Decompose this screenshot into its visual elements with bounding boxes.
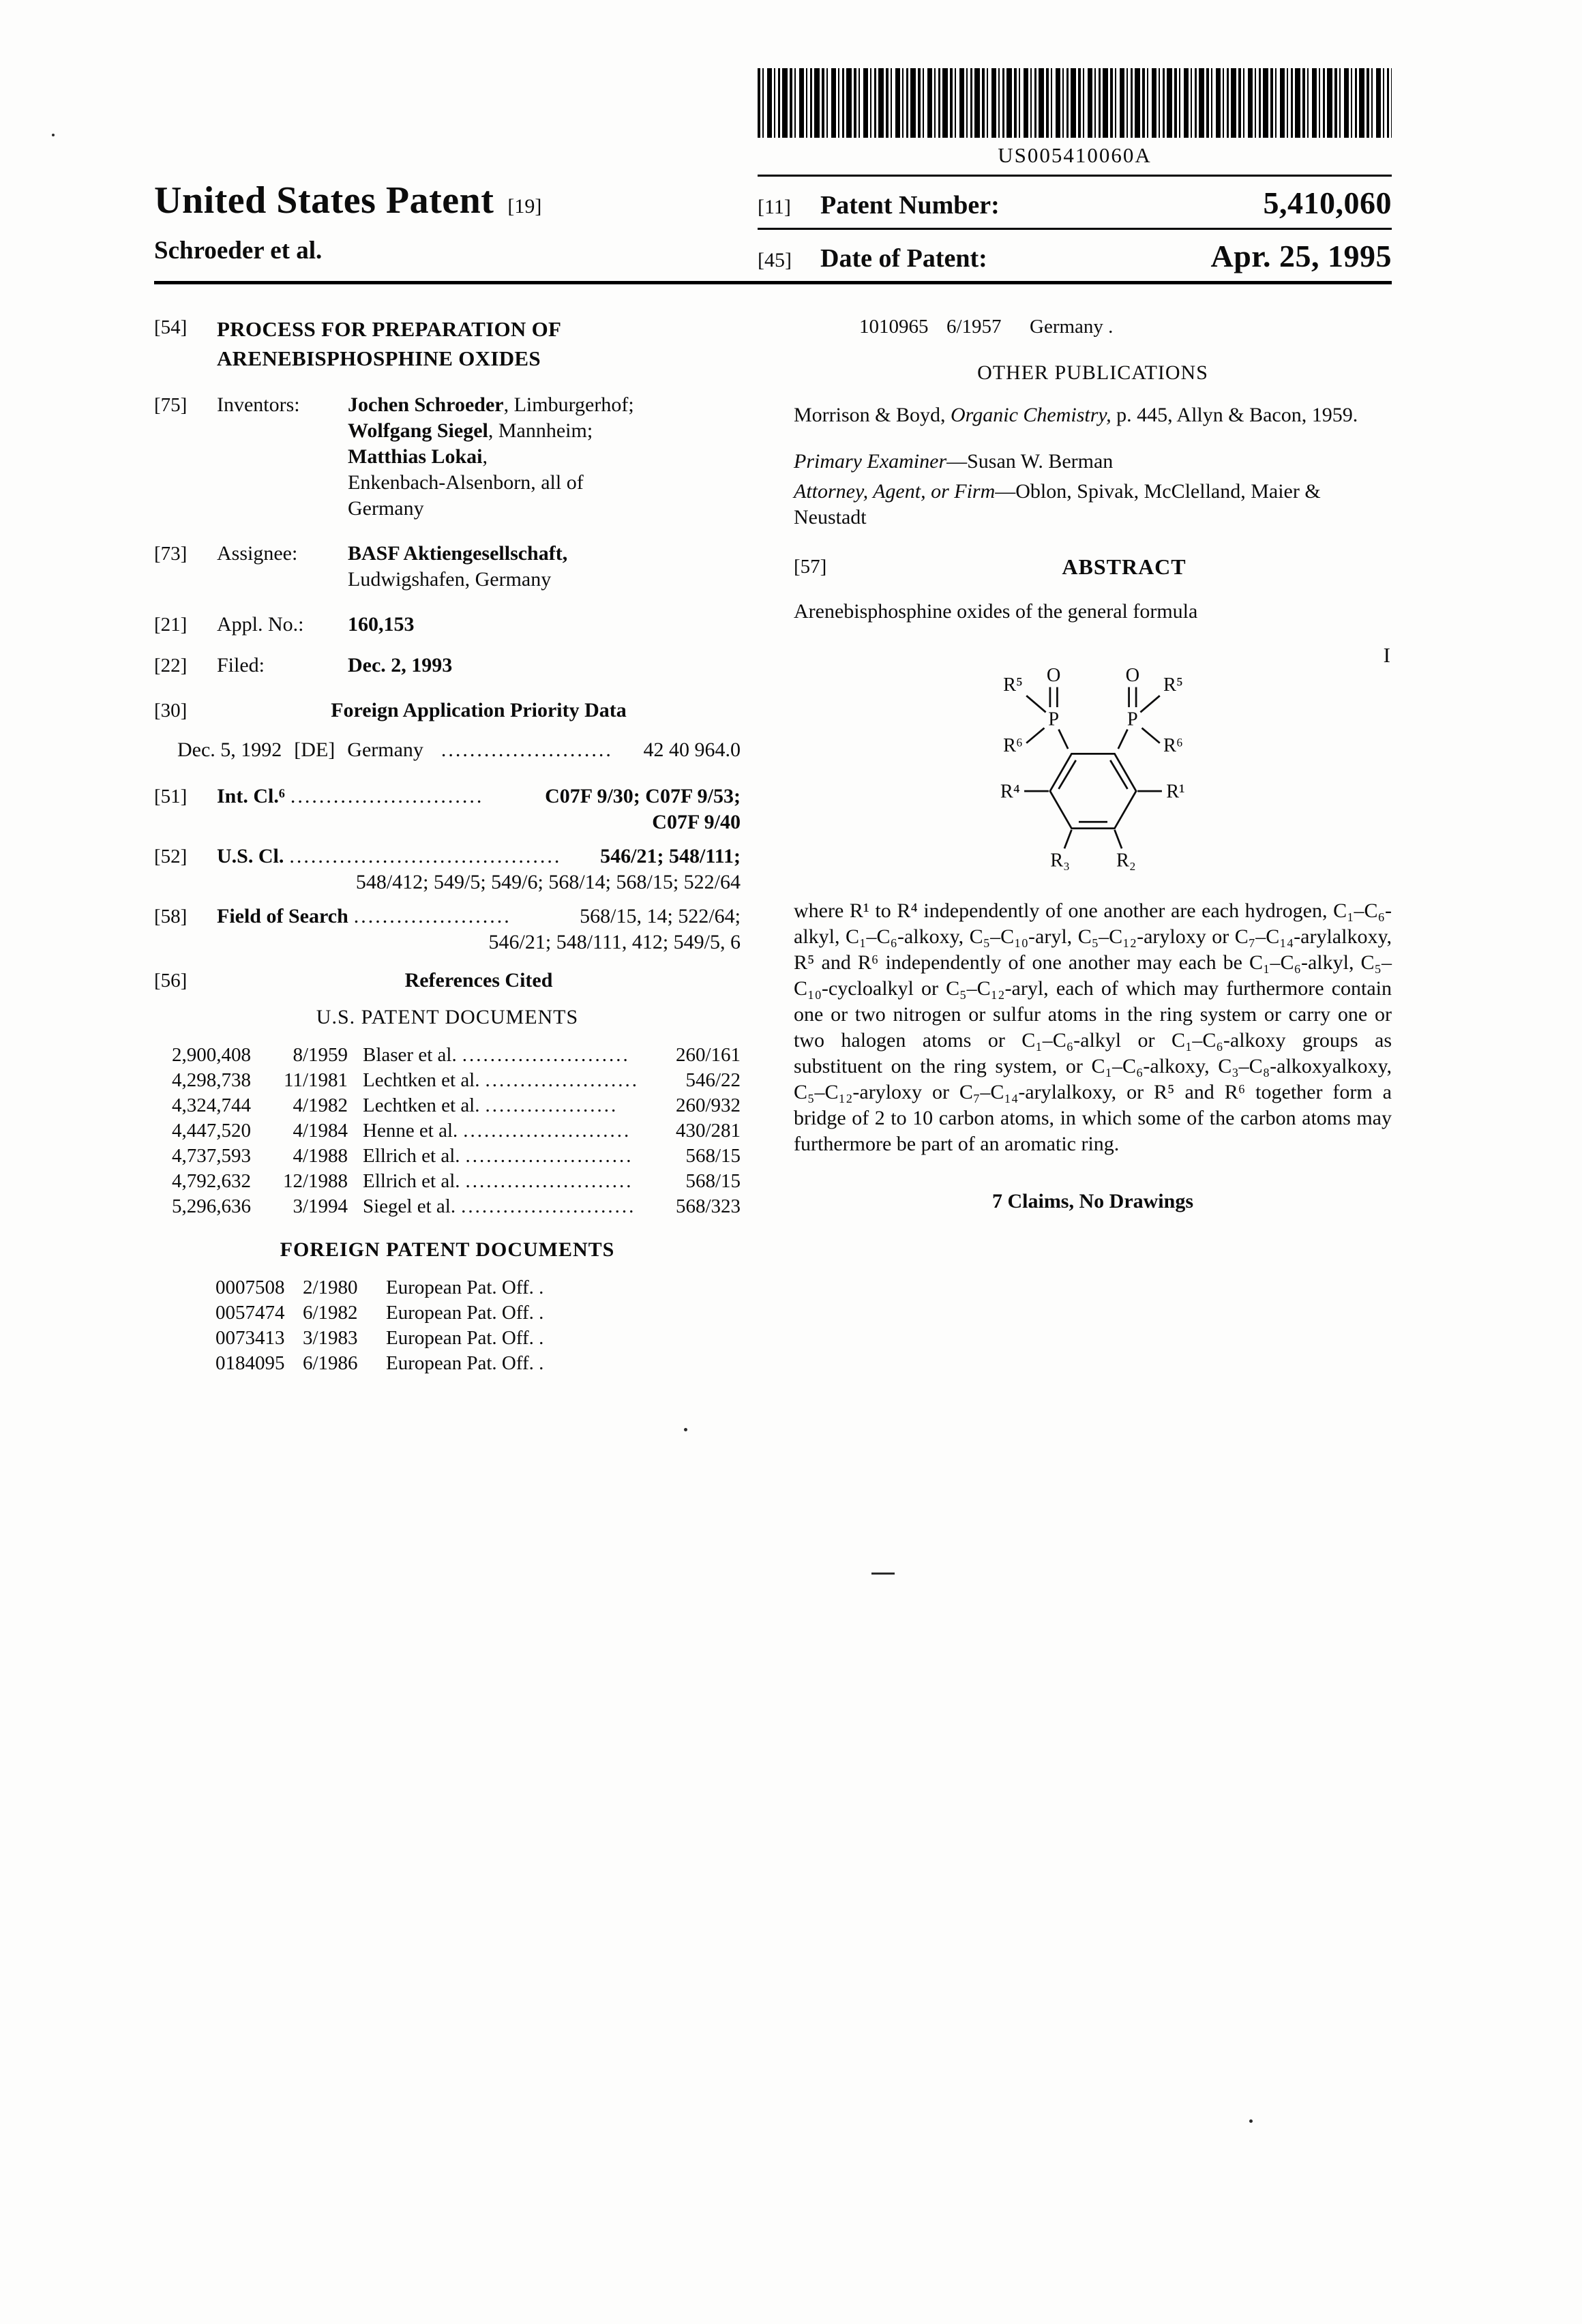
inventors-label: Inventors: xyxy=(217,393,300,416)
ref-name: European Pat. Off. . xyxy=(386,1352,544,1374)
title-row xyxy=(154,179,758,222)
attorney-name: —Oblon, Spivak, McClelland, Maier & Neustadt xyxy=(794,480,1321,528)
formula-number: I xyxy=(1383,643,1390,667)
date-label: Date of Patent: xyxy=(820,244,987,273)
ref-date: 4/1988 xyxy=(293,1145,348,1167)
priority-data-row xyxy=(154,737,741,763)
header xyxy=(0,0,1582,284)
references-cited-entry xyxy=(154,968,741,994)
table-row xyxy=(794,314,1392,340)
ref-number: 0073413 xyxy=(215,1327,285,1349)
scan-artifact xyxy=(52,134,55,136)
other-publications-heading: OTHER PUBLICATIONS xyxy=(977,361,1208,384)
us-patent-documents-table xyxy=(154,1043,741,1219)
us-cl-value: 546/21; 548/111; xyxy=(600,845,741,867)
kind-code-tag: [19] xyxy=(507,195,542,218)
priority-heading-entry xyxy=(154,698,741,724)
dot-leader: ........................ xyxy=(465,1170,633,1192)
citation-details: p. 445, Allyn & Bacon, 1959. xyxy=(1111,404,1358,426)
date-of-patent-row xyxy=(758,230,1392,281)
chemical-structure-diagram xyxy=(957,637,1229,874)
appl-tag: [21] xyxy=(154,614,188,636)
ref-name: Ellrich et al. xyxy=(363,1145,460,1167)
formula-label-o-left: O xyxy=(1046,665,1060,687)
ref-date: 4/1984 xyxy=(293,1120,348,1142)
ref-number: 0007508 xyxy=(215,1277,285,1298)
dot-leader: ................... xyxy=(485,1094,618,1116)
ref-date: 11/1981 xyxy=(284,1069,348,1091)
int-cl-entry xyxy=(154,784,741,835)
filed-entry xyxy=(154,653,741,679)
field-of-search-value: 568/15, 14; 522/64; xyxy=(580,905,741,927)
ref-number: 4,447,520 xyxy=(172,1120,251,1142)
references-heading: References Cited xyxy=(404,969,553,992)
references-tag: [56] xyxy=(154,970,188,992)
ref-number: 4,324,744 xyxy=(172,1094,251,1116)
attorney-label: Attorney, Agent, or Firm xyxy=(794,480,996,503)
priority-heading: Foreign Application Priority Data xyxy=(331,699,627,721)
field-of-search-label: Field of Search xyxy=(217,905,348,927)
inventor-surname-line: Schroeder et al. xyxy=(154,237,323,265)
abstract-intro: Arenebisphosphine oxides of the general formula xyxy=(794,600,1198,623)
inventor-line xyxy=(348,496,741,522)
invention-title-line2: ARENEBISPHOSPHINE OXIDES xyxy=(217,346,541,370)
dot-leader: ........................ xyxy=(441,739,613,761)
body-columns xyxy=(0,284,1582,1376)
table-row xyxy=(154,1043,741,1068)
ref-name: European Pat. Off. . xyxy=(386,1277,544,1298)
ref-number: 5,296,636 xyxy=(172,1195,251,1217)
dot-leader: ...................... xyxy=(485,1069,639,1091)
patent-number-value: 5,410,060 xyxy=(1263,185,1392,220)
masthead xyxy=(154,175,1392,284)
table-row xyxy=(154,1093,741,1118)
inventor-location: Enkenbach-Alsenborn, all of xyxy=(348,471,584,494)
dot-leader: ........................ xyxy=(462,1044,630,1066)
patent-number-tag: [11] xyxy=(758,196,791,218)
ref-number: 1010965 xyxy=(859,316,929,338)
inventors-list xyxy=(348,392,741,522)
appl-label: Appl. No.: xyxy=(217,613,304,636)
filed-tag: [22] xyxy=(154,655,188,676)
ref-date: 2/1980 xyxy=(303,1277,358,1298)
examiner-name: —Susan W. Berman xyxy=(946,450,1114,473)
ref-class: 568/15 xyxy=(685,1170,741,1192)
field-of-search-tag: [58] xyxy=(154,906,188,927)
field-of-search-entry xyxy=(154,904,741,955)
inventors-tag: [75] xyxy=(154,394,188,416)
ref-name: European Pat. Off. . xyxy=(386,1327,544,1349)
ref-date: 6/1957 xyxy=(946,316,1002,338)
ref-date: 3/1994 xyxy=(293,1195,348,1217)
ref-number: 2,900,408 xyxy=(172,1044,251,1066)
formula-label-o-right: O xyxy=(1125,665,1139,687)
dot-leader: ........................... xyxy=(290,785,484,807)
formula-label-r3: R₃ xyxy=(1049,850,1070,872)
inventor-line xyxy=(348,470,741,496)
inventor-location: , Mannheim; xyxy=(488,419,593,442)
ref-date: 12/1988 xyxy=(282,1170,348,1192)
formula-label-r1: R¹ xyxy=(1165,781,1185,803)
formula-label-p-left: P xyxy=(1047,709,1059,730)
inventor-line xyxy=(348,418,741,444)
assignee-tag: [73] xyxy=(154,543,188,565)
ref-date: 6/1982 xyxy=(303,1302,358,1324)
date-tag: [45] xyxy=(758,249,792,271)
ref-date: 8/1959 xyxy=(293,1044,348,1066)
ref-name: Lechtken et al. xyxy=(363,1069,480,1091)
field-of-search-body xyxy=(217,904,741,955)
title-tag: [54] xyxy=(154,316,188,338)
priority-country-code: [DE] xyxy=(294,739,335,761)
formula-label-r6-left: R⁶ xyxy=(1002,735,1023,757)
foreign-patent-documents-table xyxy=(154,1275,741,1376)
scan-artifact xyxy=(1249,2119,1253,2123)
citation-title: Organic Chemistry, xyxy=(951,404,1111,426)
examiner-label: Primary Examiner xyxy=(794,450,947,473)
filed-label: Filed: xyxy=(217,654,265,676)
ref-name: Lechtken et al. xyxy=(363,1094,480,1116)
table-row xyxy=(154,1275,741,1300)
formula-label-r6-right: R⁶ xyxy=(1163,735,1183,757)
formula-label-r2: R₂ xyxy=(1116,850,1136,872)
publication-number: US005410060A xyxy=(998,143,1152,167)
int-cl-body xyxy=(217,784,741,835)
dot-leader: ........................ xyxy=(465,1145,633,1167)
table-row xyxy=(154,1351,741,1376)
priority-country: Germany xyxy=(347,739,423,761)
inventors-entry xyxy=(154,392,741,522)
inventor-line xyxy=(348,392,741,418)
ref-class: 260/932 xyxy=(675,1094,741,1116)
abstract-heading: ABSTRACT xyxy=(1062,554,1186,579)
date-value: Apr. 25, 1995 xyxy=(1210,239,1392,273)
int-cl-value-cont: C07F 9/40 xyxy=(652,811,741,833)
ref-class: 260/161 xyxy=(675,1044,741,1066)
scan-artifact xyxy=(871,1573,895,1575)
abstract-tag: [57] xyxy=(794,556,827,578)
ref-number: 0057474 xyxy=(215,1302,285,1324)
ref-date: 4/1982 xyxy=(293,1094,348,1116)
us-cl-tag: [52] xyxy=(154,846,188,867)
assignee-name: BASF Aktiengesellschaft, xyxy=(348,542,568,565)
dot-leader: ...................... xyxy=(353,905,511,927)
scan-artifact xyxy=(684,1428,687,1431)
inventor-name: Matthias Lokai xyxy=(348,445,483,468)
table-row xyxy=(154,1118,741,1144)
barcode-block xyxy=(758,68,1392,175)
ref-name: Siegel et al. xyxy=(363,1195,456,1217)
us-cl-label: U.S. Cl. xyxy=(217,845,284,867)
int-cl-value: C07F 9/30; C07F 9/53; xyxy=(545,785,741,807)
formula-block xyxy=(794,637,1392,880)
dot-leader: ........................ xyxy=(463,1120,631,1142)
examiner-block xyxy=(794,449,1392,531)
inventor-line xyxy=(348,444,741,470)
ref-date: 6/1986 xyxy=(303,1352,358,1374)
inventor-location: , xyxy=(482,445,488,468)
masthead-left xyxy=(154,175,758,281)
filed-value: Dec. 2, 1993 xyxy=(348,654,453,676)
table-row xyxy=(154,1169,741,1194)
appl-no-entry xyxy=(154,612,741,638)
ref-class: 430/281 xyxy=(675,1120,741,1142)
assignee-label: Assignee: xyxy=(217,542,298,565)
left-column xyxy=(154,314,741,1376)
priority-date: Dec. 5, 1992 xyxy=(177,739,282,761)
invention-title-entry xyxy=(154,314,741,373)
ref-name: Germany . xyxy=(1030,316,1114,338)
abstract-text: where R¹ to R⁴ independently of one another are each hydrogen, C₁–C₆-alkyl, C₁–C₆-alkoxy, C₅–C₁₀-aryl, C₅–C₁₂-aryloxy or C₇–C₁₄-arylalkoxy, R⁵ and R⁶ independently of one another may each be C₁–C₆-alkyl, C₅–C₁₀-cycloalkyl or C₅–C₁₂-aryl, each of which may furthermore contain one or two nitrogen or sulfur atoms in the ring system or carry one or two halogen atoms or C₁–C₆-alkyl or C₁–C₆-alkoxy groups as substituent on the ring system, or C₁–C₆-alkoxy, C₃–C₈-alkoxyalkoxy, C₅–C₁₂-aryloxy or C₇–C₁₄-arylalkoxy, or R⁵ and R⁶ together form a bridge of 2 to 10 carbon atoms, in which some of the carbon atoms may furthermore be part of an aromatic ring. xyxy=(794,899,1392,1155)
table-row xyxy=(154,1068,741,1093)
ref-date: 3/1983 xyxy=(303,1327,358,1349)
appl-value: 160,153 xyxy=(348,613,415,636)
attorney-line xyxy=(794,479,1392,531)
foreign-patent-documents-heading: FOREIGN PATENT DOCUMENTS xyxy=(280,1238,615,1261)
ref-class: 546/22 xyxy=(685,1069,741,1091)
table-row xyxy=(154,1326,741,1351)
inventor-name: Wolfgang Siegel xyxy=(348,419,488,442)
us-cl-body xyxy=(217,844,741,895)
us-patent-documents-heading: U.S. PATENT DOCUMENTS xyxy=(316,1006,579,1028)
invention-title xyxy=(217,314,741,373)
ref-name: Ellrich et al. xyxy=(363,1170,460,1192)
ref-number: 4,737,593 xyxy=(172,1145,251,1167)
ref-number: 4,792,632 xyxy=(172,1170,251,1192)
page-title: United States Patent xyxy=(154,179,494,222)
formula-label-r5-left: R⁵ xyxy=(1002,674,1023,696)
assignee-entry xyxy=(154,541,741,593)
formula-label-p-right: P xyxy=(1126,709,1138,730)
us-cl-entry xyxy=(154,844,741,895)
assignee-location: Ludwigshafen, Germany xyxy=(348,568,552,591)
int-cl-label: Int. Cl.⁶ xyxy=(217,785,285,807)
citation-authors: Morrison & Boyd, xyxy=(794,404,951,426)
invention-title-line1: PROCESS FOR PREPARATION OF xyxy=(217,317,562,341)
barcode-icon xyxy=(758,68,1392,138)
priority-number: 42 40 964.0 xyxy=(643,739,741,761)
right-column xyxy=(794,314,1392,1376)
publication-citation xyxy=(794,402,1392,428)
int-cl-tag: [51] xyxy=(154,786,188,807)
ref-name: Blaser et al. xyxy=(363,1044,457,1066)
ref-class: 568/323 xyxy=(675,1195,741,1217)
ref-number: 4,298,738 xyxy=(172,1069,251,1091)
table-row xyxy=(154,1300,741,1326)
primary-examiner-line xyxy=(794,449,1392,475)
abstract-heading-row xyxy=(794,554,1392,580)
masthead-right xyxy=(758,175,1392,281)
ref-name: European Pat. Off. . xyxy=(386,1302,544,1324)
inventor-name: Jochen Schroeder xyxy=(348,393,504,416)
claims-note: 7 Claims, No Drawings xyxy=(991,1190,1193,1212)
formula-label-r5-right: R⁵ xyxy=(1163,674,1183,696)
field-of-search-value-cont: 546/21; 548/111, 412; 549/5, 6 xyxy=(488,931,741,953)
dot-leader: ......................... xyxy=(461,1195,636,1217)
formula-label-r4: R⁴ xyxy=(1000,781,1020,803)
patent-number-label: Patent Number: xyxy=(820,191,1000,220)
priority-tag: [30] xyxy=(154,700,188,721)
us-cl-value-cont: 548/412; 549/5; 549/6; 568/14; 568/15; 522/64 xyxy=(355,871,741,893)
inventor-location: , Limburgerhof; xyxy=(503,393,634,416)
inventor-location: Germany xyxy=(348,497,424,520)
table-row xyxy=(154,1144,741,1169)
benzene-ring xyxy=(1049,754,1135,828)
patent-number-row xyxy=(758,177,1392,230)
ref-class: 568/15 xyxy=(685,1145,741,1167)
dot-leader: ...................................... xyxy=(289,845,562,867)
ref-number: 0184095 xyxy=(215,1352,285,1374)
table-row xyxy=(154,1194,741,1219)
assignee-value xyxy=(348,541,741,593)
ref-name: Henne et al. xyxy=(363,1120,458,1142)
